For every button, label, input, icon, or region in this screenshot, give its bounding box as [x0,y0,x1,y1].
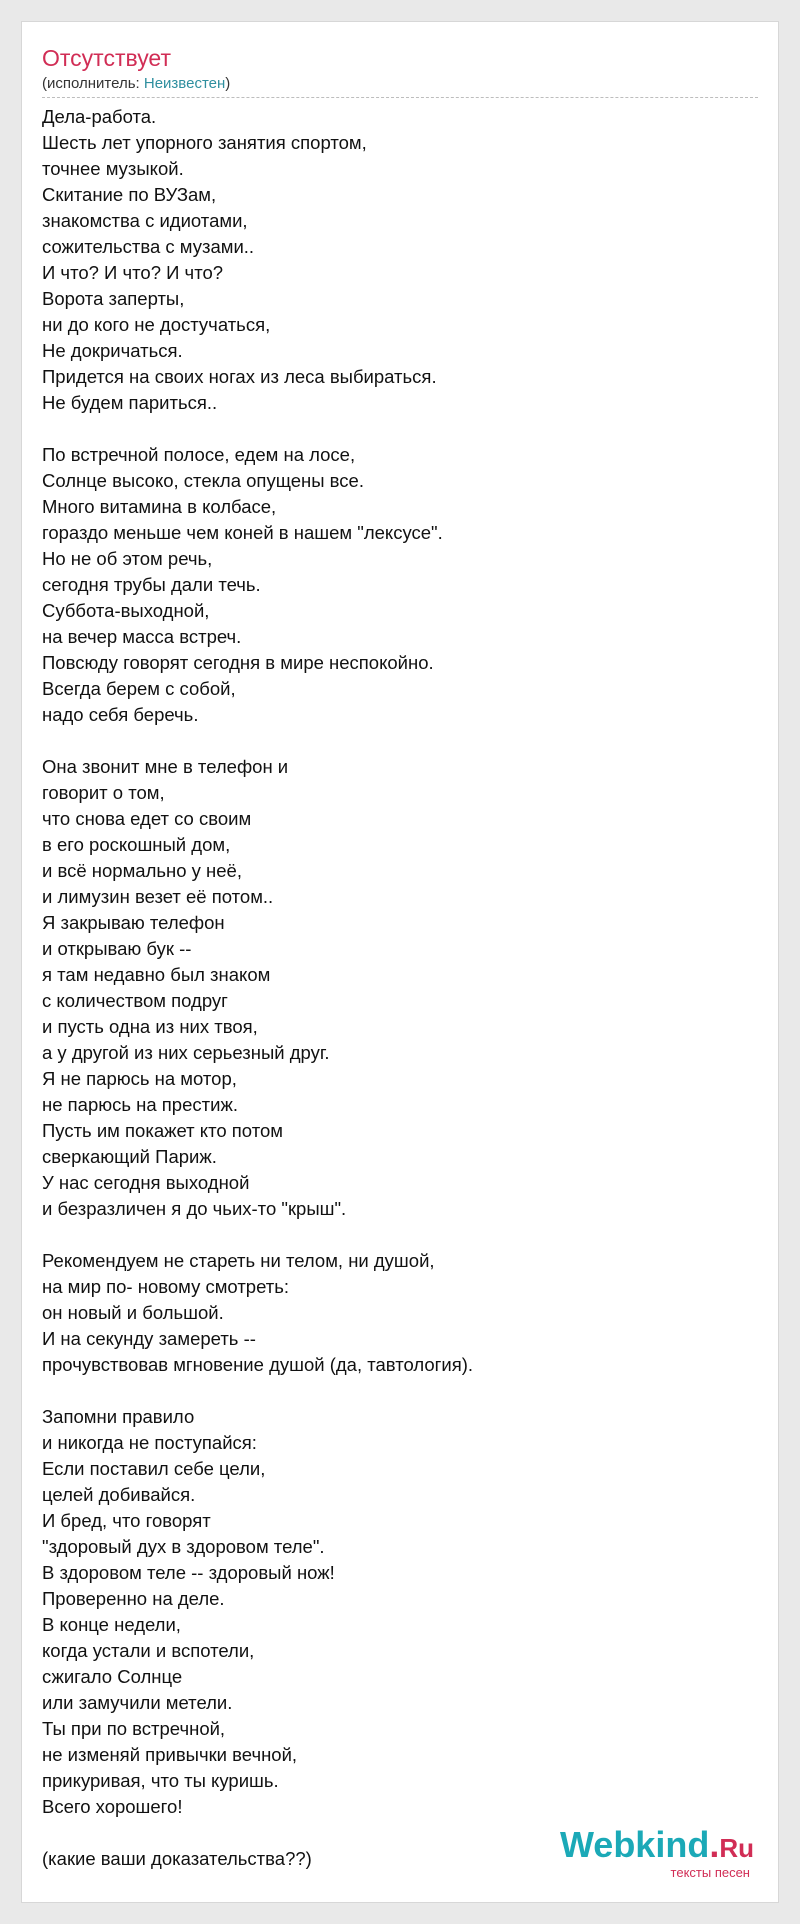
logo-wordmark [559,1824,754,1866]
lyric-line: в его роскошный дом, [42,834,231,855]
logo-dot: . [709,1824,720,1865]
lyric-line: прочувствовав мгновение душой (да, тавтология). [42,1354,474,1375]
lyric-line: (какие ваши доказательства??) [42,1848,312,1869]
lyric-line: Пусть им покажет кто потом [42,1120,283,1141]
lyric-line: не парюсь на престиж. [42,1094,238,1115]
lyric-line: с количеством подруг [42,990,228,1011]
lyric-line: Скитание по ВУЗам, [42,184,217,205]
lyric-line [42,728,742,754]
lyric-line: Всего хорошего! [42,1796,183,1817]
lyric-line: Солнце высоко, стекла опущены все. [42,470,364,491]
lyric-line: Не будем париться.. [42,392,218,413]
lyric-line: Не докричаться. [42,340,183,361]
lyric-line: Всегда берем с собой, [42,678,236,699]
lyric-line: Рекомендуем не стареть ни телом, ни душой, [42,1250,435,1271]
lyric-line: Придется на своих ногах из леса выбираться. [42,366,437,387]
lyric-line: и всё нормально у неё, [42,860,242,881]
lyric-line: И на секунду замереть -- [42,1328,256,1349]
logo-main-text: Webkind [559,1824,710,1865]
lyric-line: "здоровый дух в здоровом теле". [42,1536,325,1557]
lyric-line: я там недавно был знаком [42,964,271,985]
lyric-line: и пусть одна из них твоя, [42,1016,258,1037]
lyrics-card [21,21,779,1903]
lyric-line: сжигало Солнце [42,1666,183,1687]
lyric-line: на мир по- новому смотреть: [42,1276,290,1297]
lyric-line: По встречной полосе, едем на лосе, [42,444,356,465]
lyric-line: У нас сегодня выходной [42,1172,250,1193]
lyric-line: Если поставил себе цели, [42,1458,266,1479]
lyric-line: Запомни правило [42,1406,195,1427]
lyric-line: сверкающий Париж. [42,1146,217,1167]
artist-prefix: (исполнитель: [42,75,144,92]
lyric-line: и безразличен я до чьих-то "крыш". [42,1198,347,1219]
lyrics-text [42,104,742,1872]
lyric-line: и никогда не поступайся: [42,1432,257,1453]
lyric-line: он новый и большой. [42,1302,224,1323]
lyric-line: не изменяй привычки вечной, [42,1744,298,1765]
lyric-line: надо себя беречь. [42,704,199,725]
header-divider [42,97,758,98]
lyric-line: или замучили метели. [42,1692,233,1713]
lyric-line [42,1222,742,1248]
site-logo[interactable] [559,1824,754,1880]
lyric-line: Суббота-выходной, [42,600,210,621]
lyric-line: когда устали и вспотели, [42,1640,255,1661]
lyric-line: на вечер масса встреч. [42,626,242,647]
lyric-line: гораздо меньше чем коней в нашем "лексусе". [42,522,443,543]
artist-link[interactable]: Неизвестен [143,75,226,92]
artist-suffix: ) [225,75,231,92]
lyric-line: Проверенно на деле. [42,1588,225,1609]
lyric-line: В здоровом теле -- здоровый нож! [42,1562,335,1583]
lyric-line: Много витамина в колбасе, [42,496,277,517]
lyric-line: Она звонит мне в телефон и [42,756,289,777]
lyric-line: и открываю бук -- [42,938,192,959]
lyric-line [42,416,742,442]
lyric-line: целей добивайся. [42,1484,196,1505]
lyric-line: говорит о том, [42,782,165,803]
lyric-line: а у другой из них серьезный друг. [42,1042,330,1063]
lyric-line: что снова едет со своим [42,808,252,829]
lyric-line: Я закрываю телефон [42,912,225,933]
logo-tld: Ru [719,1833,754,1863]
lyric-line: Я не парюсь на мотор, [42,1068,237,1089]
lyric-line: Шесть лет упорного занятия спортом, [42,132,367,153]
song-title: Отсутствует [42,45,171,71]
artist-line [42,74,230,94]
lyric-line: точнее музыкой. [42,158,184,179]
lyric-line: прикуривая, что ты куришь. [42,1770,279,1791]
lyric-line: сегодня трубы дали течь. [42,574,261,595]
lyric-line: Ворота заперты, [42,288,185,309]
lyric-line: И что? И что? И что? [42,262,224,283]
lyric-line: И бред, что говорят [42,1510,211,1531]
lyric-line: сожительства с музами.. [42,236,255,257]
lyric-line [42,1378,742,1404]
lyric-line: Повсюду говорят сегодня в мире неспокойно. [42,652,434,673]
lyric-line: знакомства с идиотами, [42,210,248,231]
lyric-line: ни до кого не достучаться, [42,314,271,335]
lyric-line: Но не об этом речь, [42,548,213,569]
lyric-line: Дела-работа. [42,106,157,127]
lyric-line: В конце недели, [42,1614,181,1635]
logo-tagline: тексты песен [670,1865,750,1880]
lyric-line: и лимузин везет её потом.. [42,886,274,907]
lyric-line: Ты при по встречной, [42,1718,226,1739]
